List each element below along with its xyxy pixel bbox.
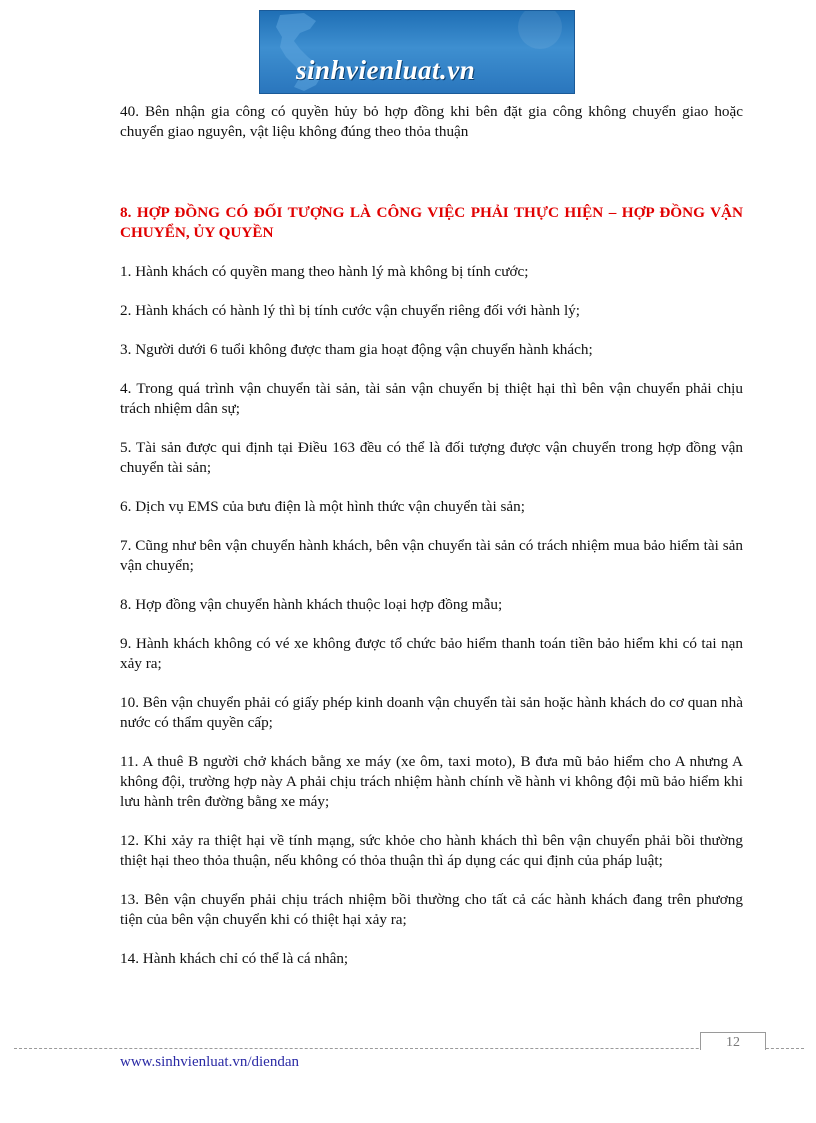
- list-item: 1. Hành khách có quyền mang theo hành lý mà không bị tính cước;: [120, 263, 529, 280]
- list-item: 14. Hành khách chỉ có thể là cá nhân;: [120, 950, 349, 967]
- section-heading: 8. HỢP ĐỒNG CÓ ĐỐI TƯỢNG LÀ CÔNG VIỆC PHẢI THỰC HIỆN – HỢP ĐỒNG VẬN CHUYỂN, ỦY QUYỀN: [120, 204, 743, 241]
- footer-url-link[interactable]: www.sinhvienluat.vn/diendan: [120, 1054, 299, 1070]
- list-item: 8. Hợp đồng vận chuyển hành khách thuộc loại hợp đồng mẫu;: [120, 596, 503, 613]
- list-item: 9. Hành khách không có vé xe không được tổ chức bảo hiểm thanh toán tiền bảo hiểm khi có tai nạn xảy ra;: [120, 635, 743, 672]
- list-item: 2. Hành khách có hành lý thì bị tính cước vận chuyển riêng đối với hành lý;: [120, 302, 580, 319]
- list-item: 11. A thuê B người chở khách bằng xe máy (xe ôm, taxi moto), B đưa mũ bảo hiểm cho A nhưng A không đội, trường hợp này A phải chịu trách nhiệm hành chính về hành vi không đội mũ bảo hiểm khi lưu hành trên đường bằng xe máy;: [120, 753, 743, 810]
- logo-text: sinhvienluat.vn: [296, 55, 476, 85]
- list-item: 5. Tài sản được qui định tại Điều 163 đều có thể là đối tượng được vận chuyển trong hợp đồng vận chuyển tài sản;: [120, 439, 743, 476]
- list-item: 10. Bên vận chuyển phải có giấy phép kinh doanh vận chuyển tài sản hoặc hành khách do cơ quan nhà nước có thẩm quyền cấp;: [120, 694, 743, 731]
- footer-divider: [14, 1048, 804, 1049]
- intro-item: 40. Bên nhận gia công có quyền hủy bỏ hợp đồng khi bên đặt gia công không chuyển giao hoặc chuyển giao nguyên, vật liệu không đúng theo thỏa thuận: [120, 103, 743, 140]
- list-item: 6. Dịch vụ EMS của bưu điện là một hình thức vận chuyển tài sản;: [120, 498, 525, 515]
- list-item: 7. Cũng như bên vận chuyển hành khách, bên vận chuyển tài sản có trách nhiệm mua bảo hiểm tài sản vận chuyển;: [120, 537, 743, 574]
- list-item: 3. Người dưới 6 tuổi không được tham gia hoạt động vận chuyển hành khách;: [120, 341, 593, 358]
- list-item: 12. Khi xảy ra thiệt hại về tính mạng, sức khỏe cho hành khách thì bên vận chuyển phải bồi thường thiệt hại theo thỏa thuận, nếu không có thỏa thuận thì áp dụng các qui định của pháp luật;: [120, 832, 743, 869]
- page-number: 12: [700, 1032, 766, 1050]
- list-item: 4. Trong quá trình vận chuyển tài sản, tài sản vận chuyển bị thiệt hại thì bên vận chuyển phải chịu trách nhiệm dân sự;: [120, 380, 743, 417]
- list-item: 13. Bên vận chuyển phải chịu trách nhiệm bồi thường cho tất cả các hành khách đang trên phương tiện của bên vận chuyển khi có thiệt hại xảy ra;: [120, 891, 743, 928]
- site-logo: [259, 10, 575, 94]
